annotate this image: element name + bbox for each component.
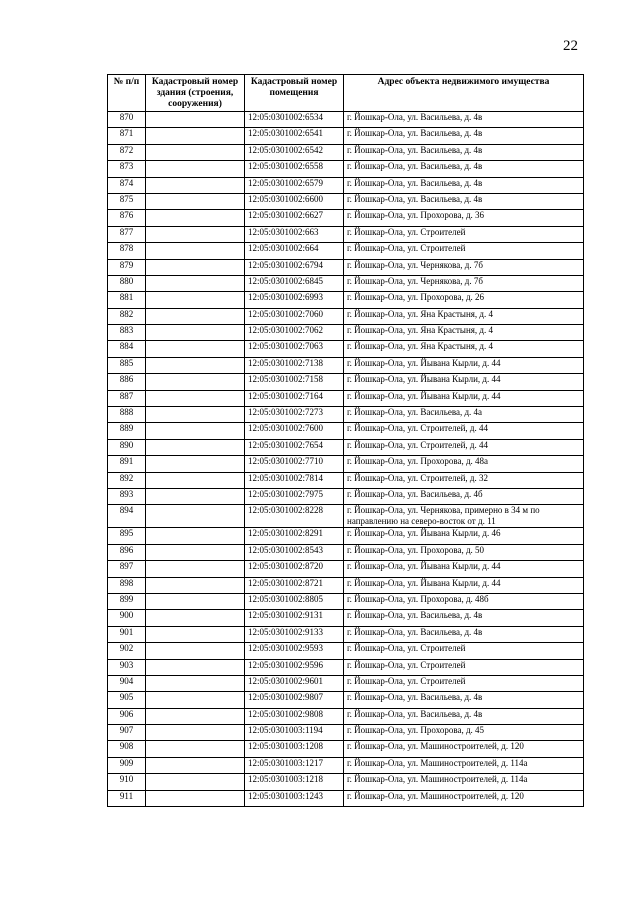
cell-building-cadastral (146, 275, 245, 291)
cell-address: г. Йошкар-Ола, ул. Васильева, д. 4в (344, 626, 584, 642)
cell-building-cadastral (146, 112, 245, 128)
cell-premises-cadastral: 12:05:0301002:6993 (245, 292, 344, 308)
cell-num: 873 (108, 161, 146, 177)
cell-address: г. Йошкар-Ола, ул. Васильева, д. 4а (344, 407, 584, 423)
cell-premises-cadastral: 12:05:0301002:8543 (245, 544, 344, 560)
cell-premises-cadastral: 12:05:0301002:663 (245, 226, 344, 242)
cell-premises-cadastral: 12:05:0301002:7710 (245, 456, 344, 472)
table-row (108, 741, 584, 757)
cell-num: 882 (108, 308, 146, 324)
cell-address: г. Йошкар-Ола, ул. Васильева, д. 4в (344, 161, 584, 177)
cell-num: 893 (108, 488, 146, 504)
cell-premises-cadastral: 12:05:0301002:7138 (245, 357, 344, 373)
cell-premises-cadastral: 12:05:0301002:6627 (245, 210, 344, 226)
cell-premises-cadastral: 12:05:0301002:9807 (245, 692, 344, 708)
cell-building-cadastral (146, 757, 245, 773)
cell-building-cadastral (146, 692, 245, 708)
cell-num: 875 (108, 193, 146, 209)
cell-address: г. Йошкар-Ола, ул. Васильева, д. 4в (344, 708, 584, 724)
cell-building-cadastral (146, 456, 245, 472)
cell-address: г. Йошкар-Ола, ул. Яна Крастыня, д. 4 (344, 341, 584, 357)
header-num: № п/п (108, 75, 146, 112)
cell-building-cadastral (146, 741, 245, 757)
cell-address: г. Йошкар-Ола, ул. Чернякова, примерно в 34 м по направлению на северо-восток от д. 11 (344, 505, 584, 528)
table-row (108, 357, 584, 373)
cell-address: г. Йошкар-Ола, ул. Машиностроителей, д. 120 (344, 790, 584, 806)
table-row (108, 472, 584, 488)
cell-premises-cadastral: 12:05:0301002:6534 (245, 112, 344, 128)
cell-building-cadastral (146, 374, 245, 390)
cell-address: г. Йошкар-Ола, ул. Прохорова, д. 48а (344, 456, 584, 472)
cell-num: 877 (108, 226, 146, 242)
cell-num: 907 (108, 725, 146, 741)
cell-building-cadastral (146, 226, 245, 242)
cell-address: г. Йошкар-Ола, ул. Строителей, д. 44 (344, 423, 584, 439)
cell-premises-cadastral: 12:05:0301002:7600 (245, 423, 344, 439)
cell-num: 904 (108, 675, 146, 691)
cell-address: г. Йошкар-Ола, ул. Строителей (344, 659, 584, 675)
cell-building-cadastral (146, 610, 245, 626)
table-row (108, 144, 584, 160)
cell-address: г. Йошкар-Ола, ул. Васильева, д. 4б (344, 488, 584, 504)
cell-num: 871 (108, 128, 146, 144)
cell-address: г. Йошкар-Ола, ул. Машиностроителей, д. 114а (344, 774, 584, 790)
cell-building-cadastral (146, 292, 245, 308)
cell-premises-cadastral: 12:05:0301002:9593 (245, 643, 344, 659)
table-row (108, 341, 584, 357)
cell-premises-cadastral: 12:05:0301002:7273 (245, 407, 344, 423)
cell-building-cadastral (146, 577, 245, 593)
table-row (108, 193, 584, 209)
table-row (108, 675, 584, 691)
cell-num: 889 (108, 423, 146, 439)
cell-num: 896 (108, 544, 146, 560)
cell-address: г. Йошкар-Ола, ул. Васильева, д. 4в (344, 177, 584, 193)
cell-address: г. Йошкар-Ола, ул. Васильева, д. 4в (344, 610, 584, 626)
cell-building-cadastral (146, 390, 245, 406)
cell-num: 888 (108, 407, 146, 423)
table-row (108, 692, 584, 708)
cell-building-cadastral (146, 407, 245, 423)
cell-num: 895 (108, 528, 146, 544)
table-row (108, 210, 584, 226)
cell-address: г. Йошкар-Ола, ул. Прохорова, д. 36 (344, 210, 584, 226)
cell-building-cadastral (146, 659, 245, 675)
table-header-row (108, 75, 584, 112)
table-row (108, 643, 584, 659)
cell-address: г. Йошкар-Ола, ул. Йывана Кырли, д. 44 (344, 374, 584, 390)
cell-building-cadastral (146, 593, 245, 609)
cell-building-cadastral (146, 790, 245, 806)
cell-address: г. Йошкар-Ола, ул. Чернякова, д. 7б (344, 259, 584, 275)
cell-building-cadastral (146, 210, 245, 226)
cell-address: г. Йошкар-Ола, ул. Васильева, д. 4в (344, 144, 584, 160)
page-number: 22 (563, 38, 578, 54)
table-row (108, 488, 584, 504)
table-row (108, 610, 584, 626)
cell-premises-cadastral: 12:05:0301002:7814 (245, 472, 344, 488)
cell-premises-cadastral: 12:05:0301002:7654 (245, 439, 344, 455)
cell-num: 884 (108, 341, 146, 357)
cell-building-cadastral (146, 128, 245, 144)
table-row (108, 423, 584, 439)
cell-building-cadastral (146, 308, 245, 324)
cell-address: г. Йошкар-Ола, ул. Чернякова, д. 7б (344, 275, 584, 291)
table-row (108, 774, 584, 790)
cell-address: г. Йошкар-Ола, ул. Йывана Кырли, д. 44 (344, 561, 584, 577)
cell-address: г. Йошкар-Ола, ул. Йывана Кырли, д. 46 (344, 528, 584, 544)
cell-num: 909 (108, 757, 146, 773)
cell-premises-cadastral: 12:05:0301002:9601 (245, 675, 344, 691)
header-address: Адрес объекта недвижимого имущества (344, 75, 584, 112)
table-row (108, 790, 584, 806)
cell-building-cadastral (146, 544, 245, 560)
cell-address: г. Йошкар-Ола, ул. Йывана Кырли, д. 44 (344, 577, 584, 593)
cell-address: г. Йошкар-Ола, ул. Васильева, д. 4в (344, 692, 584, 708)
cell-address: г. Йошкар-Ола, ул. Строителей, д. 44 (344, 439, 584, 455)
cell-premises-cadastral: 12:05:0301002:8228 (245, 505, 344, 528)
table-row (108, 544, 584, 560)
table-row (108, 407, 584, 423)
cell-num: 911 (108, 790, 146, 806)
cell-num: 892 (108, 472, 146, 488)
cell-address: г. Йошкар-Ола, ул. Прохорова, д. 48б (344, 593, 584, 609)
cell-num: 885 (108, 357, 146, 373)
cell-address: г. Йошкар-Ола, ул. Строителей (344, 675, 584, 691)
cell-building-cadastral (146, 439, 245, 455)
cell-building-cadastral (146, 259, 245, 275)
cell-num: 898 (108, 577, 146, 593)
cell-num: 899 (108, 593, 146, 609)
table-row (108, 528, 584, 544)
cell-building-cadastral (146, 725, 245, 741)
cell-num: 910 (108, 774, 146, 790)
table-row (108, 177, 584, 193)
table-row (108, 161, 584, 177)
cell-building-cadastral (146, 357, 245, 373)
cell-premises-cadastral: 12:05:0301002:6542 (245, 144, 344, 160)
table-row (108, 708, 584, 724)
cell-num: 894 (108, 505, 146, 528)
table-row (108, 112, 584, 128)
cell-num: 887 (108, 390, 146, 406)
cell-building-cadastral (146, 472, 245, 488)
cell-num: 880 (108, 275, 146, 291)
cell-num: 897 (108, 561, 146, 577)
table-row (108, 659, 584, 675)
cell-num: 890 (108, 439, 146, 455)
cell-num: 903 (108, 659, 146, 675)
cell-premises-cadastral: 12:05:0301003:1208 (245, 741, 344, 757)
table-row (108, 593, 584, 609)
cell-num: 902 (108, 643, 146, 659)
cell-premises-cadastral: 12:05:0301002:7063 (245, 341, 344, 357)
cell-premises-cadastral: 12:05:0301002:9131 (245, 610, 344, 626)
cell-num: 879 (108, 259, 146, 275)
table-row (108, 390, 584, 406)
table-row (108, 325, 584, 341)
cell-building-cadastral (146, 774, 245, 790)
cell-address: г. Йошкар-Ола, ул. Йывана Кырли, д. 44 (344, 357, 584, 373)
registry-table (107, 74, 584, 807)
cell-address: г. Йошкар-Ола, ул. Васильева, д. 4в (344, 112, 584, 128)
cell-num: 883 (108, 325, 146, 341)
cell-num: 876 (108, 210, 146, 226)
cell-num: 891 (108, 456, 146, 472)
table-body (108, 112, 584, 807)
table-row (108, 292, 584, 308)
cell-address: г. Йошкар-Ола, ул. Машиностроителей, д. 120 (344, 741, 584, 757)
cell-premises-cadastral: 12:05:0301002:7975 (245, 488, 344, 504)
table-row (108, 561, 584, 577)
cell-building-cadastral (146, 144, 245, 160)
table-row (108, 308, 584, 324)
cell-building-cadastral (146, 488, 245, 504)
cell-building-cadastral (146, 708, 245, 724)
cell-address: г. Йошкар-Ола, ул. Строителей, д. 32 (344, 472, 584, 488)
table-row (108, 275, 584, 291)
cell-premises-cadastral: 12:05:0301002:9133 (245, 626, 344, 642)
cell-address: г. Йошкар-Ола, ул. Прохорова, д. 50 (344, 544, 584, 560)
cell-address: г. Йошкар-Ола, ул. Машиностроителей, д. 114а (344, 757, 584, 773)
cell-num: 881 (108, 292, 146, 308)
cell-num: 870 (108, 112, 146, 128)
cell-premises-cadastral: 12:05:0301002:7062 (245, 325, 344, 341)
cell-building-cadastral (146, 505, 245, 528)
cell-premises-cadastral: 12:05:0301003:1194 (245, 725, 344, 741)
cell-premises-cadastral: 12:05:0301002:664 (245, 243, 344, 259)
table-row (108, 243, 584, 259)
cell-num: 900 (108, 610, 146, 626)
cell-num: 901 (108, 626, 146, 642)
cell-num: 872 (108, 144, 146, 160)
cell-num: 905 (108, 692, 146, 708)
cell-building-cadastral (146, 675, 245, 691)
cell-address: г. Йошкар-Ола, ул. Прохорова, д. 26 (344, 292, 584, 308)
header-premises-cadastral: Кадастровый номер помещения (245, 75, 344, 112)
table-row (108, 725, 584, 741)
table-row (108, 577, 584, 593)
cell-building-cadastral (146, 561, 245, 577)
table-row (108, 757, 584, 773)
cell-address: г. Йошкар-Ола, ул. Васильева, д. 4в (344, 128, 584, 144)
cell-premises-cadastral: 12:05:0301003:1218 (245, 774, 344, 790)
cell-address: г. Йошкар-Ола, ул. Йывана Кырли, д. 44 (344, 390, 584, 406)
cell-premises-cadastral: 12:05:0301002:6600 (245, 193, 344, 209)
cell-premises-cadastral: 12:05:0301002:9596 (245, 659, 344, 675)
table-row (108, 456, 584, 472)
cell-premises-cadastral: 12:05:0301003:1217 (245, 757, 344, 773)
table-row (108, 505, 584, 528)
cell-building-cadastral (146, 423, 245, 439)
cell-premises-cadastral: 12:05:0301002:8805 (245, 593, 344, 609)
cell-premises-cadastral: 12:05:0301002:8720 (245, 561, 344, 577)
header-building-cadastral: Кадастровый номер здания (строения, сооружения) (146, 75, 245, 112)
table-row (108, 128, 584, 144)
table-row (108, 439, 584, 455)
cell-premises-cadastral: 12:05:0301002:6794 (245, 259, 344, 275)
cell-building-cadastral (146, 161, 245, 177)
cell-premises-cadastral: 12:05:0301002:6845 (245, 275, 344, 291)
cell-address: г. Йошкар-Ола, ул. Яна Крастыня, д. 4 (344, 308, 584, 324)
cell-building-cadastral (146, 325, 245, 341)
cell-address: г. Йошкар-Ола, ул. Васильева, д. 4в (344, 193, 584, 209)
cell-premises-cadastral: 12:05:0301002:8291 (245, 528, 344, 544)
cell-premises-cadastral: 12:05:0301002:8721 (245, 577, 344, 593)
cell-premises-cadastral: 12:05:0301002:6558 (245, 161, 344, 177)
cell-premises-cadastral: 12:05:0301003:1243 (245, 790, 344, 806)
cell-building-cadastral (146, 177, 245, 193)
table-row (108, 626, 584, 642)
cell-address: г. Йошкар-Ола, ул. Строителей (344, 243, 584, 259)
cell-address: г. Йошкар-Ола, ул. Яна Крастыня, д. 4 (344, 325, 584, 341)
table-row (108, 259, 584, 275)
cell-num: 878 (108, 243, 146, 259)
cell-premises-cadastral: 12:05:0301002:6579 (245, 177, 344, 193)
cell-premises-cadastral: 12:05:0301002:6541 (245, 128, 344, 144)
cell-building-cadastral (146, 243, 245, 259)
cell-premises-cadastral: 12:05:0301002:7060 (245, 308, 344, 324)
cell-premises-cadastral: 12:05:0301002:9808 (245, 708, 344, 724)
cell-building-cadastral (146, 643, 245, 659)
table-row (108, 374, 584, 390)
cell-building-cadastral (146, 193, 245, 209)
cell-building-cadastral (146, 341, 245, 357)
cell-premises-cadastral: 12:05:0301002:7164 (245, 390, 344, 406)
cell-building-cadastral (146, 528, 245, 544)
cell-address: г. Йошкар-Ола, ул. Строителей (344, 226, 584, 242)
cell-num: 906 (108, 708, 146, 724)
cell-num: 874 (108, 177, 146, 193)
table-row (108, 226, 584, 242)
cell-building-cadastral (146, 626, 245, 642)
cell-premises-cadastral: 12:05:0301002:7158 (245, 374, 344, 390)
cell-address: г. Йошкар-Ола, ул. Строителей (344, 643, 584, 659)
cell-num: 908 (108, 741, 146, 757)
cell-address: г. Йошкар-Ола, ул. Прохорова, д. 45 (344, 725, 584, 741)
cell-num: 886 (108, 374, 146, 390)
